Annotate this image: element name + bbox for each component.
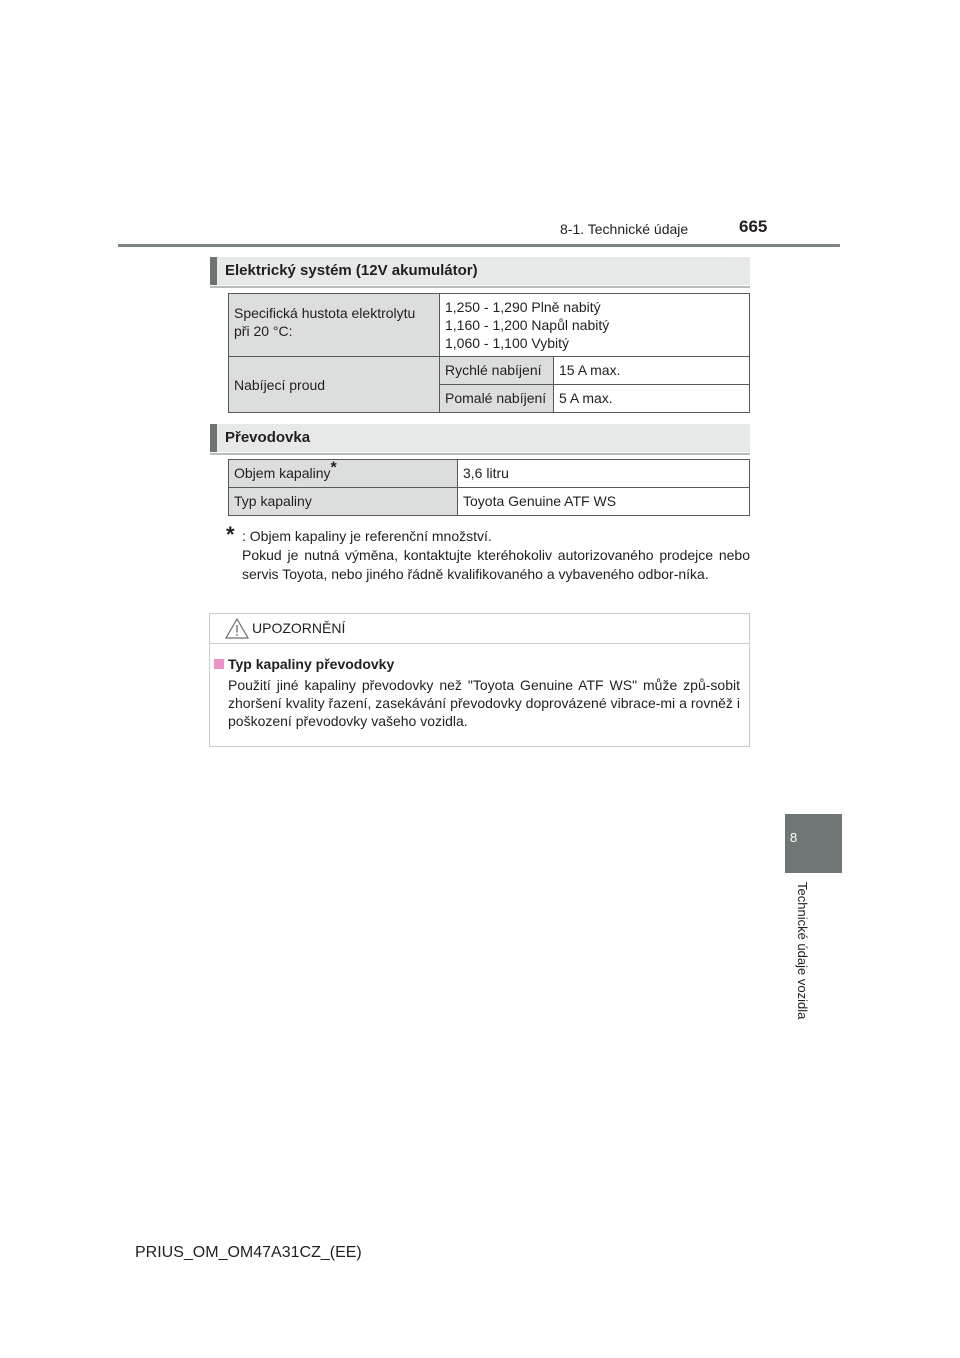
- caution-body: Použití jiné kapaliny převodovky než "Toyota Genuine ATF WS" může způ-sobit zhoršení kvality řazení, zasekávání převodovky doprovázené vibrace-mi a rovněž i poškození převodovky vašeho vozidla.: [228, 677, 740, 729]
- fluid-type-label: Typ kapaliny: [229, 488, 458, 516]
- chapter-title-vertical: Technické údaje vozidla: [795, 882, 810, 1020]
- section-label: 8-1. Technické údaje: [560, 221, 689, 237]
- fluid-capacity-text: Objem kapaliny: [234, 465, 331, 481]
- density-empty: 1,060 - 1,100 Vybitý: [445, 335, 570, 351]
- density-full: 1,250 - 1,290 Plně nabitý: [445, 299, 601, 315]
- header-divider: [118, 244, 840, 247]
- density-half: 1,160 - 1,200 Napůl nabitý: [445, 317, 610, 333]
- charging-current-label: Nabíjecí proud: [229, 357, 440, 413]
- chapter-number: 8: [790, 830, 798, 845]
- bullet-square-icon: [214, 659, 224, 669]
- fast-charge-label: Rychlé nabíjení: [440, 357, 554, 385]
- caution-header: [210, 614, 749, 644]
- footnote-marker: *: [330, 459, 337, 477]
- fluid-type-value: Toyota Genuine ATF WS: [458, 488, 750, 516]
- transmission-table: [228, 459, 750, 516]
- fluid-capacity-value: 3,6 litru: [458, 460, 750, 488]
- slow-charge-label: Pomalé nabíjení: [440, 385, 554, 413]
- warning-icon: [225, 618, 249, 639]
- density-label: Specifická hustota elektrolytu při 20 °C:: [229, 294, 440, 357]
- electrical-table: [228, 293, 750, 413]
- fast-charge-value: 15 A max.: [554, 357, 750, 385]
- transmission-section-header: Převodovka: [210, 424, 750, 452]
- caution-box: [209, 613, 750, 747]
- footnote-star: *: [226, 522, 235, 547]
- document-code: PRIUS_OM_OM47A31CZ_(EE): [135, 1244, 362, 1261]
- footnote-line-2: Pokud je nutná výměna, kontaktujte kteréhokoliv autorizovaného prodejce nebo servis Toyota, nebo jiného řádně kvalifikovaného a vybaveného odbor-níka.: [242, 547, 750, 582]
- density-values: [440, 294, 750, 357]
- electrical-section-header: Elektrický systém (12V akumulátor): [210, 257, 750, 285]
- footnote-text: [242, 527, 750, 584]
- caution-title: UPOZORNĚNÍ: [252, 620, 346, 636]
- caution-subtitle: Typ kapaliny převodovky: [228, 656, 395, 672]
- slow-charge-value: 5 A max.: [554, 385, 750, 413]
- footnote-line-1: : Objem kapaliny je referenční množství.: [242, 528, 492, 544]
- page-number: 665: [739, 217, 768, 236]
- fluid-capacity-label: [229, 460, 458, 488]
